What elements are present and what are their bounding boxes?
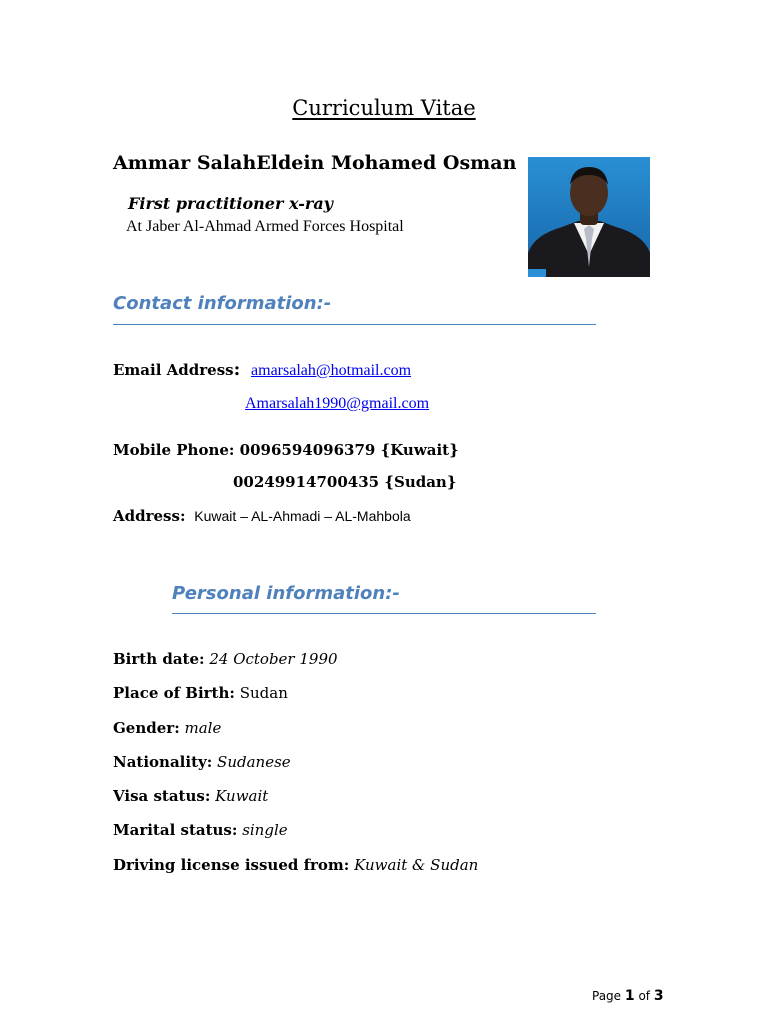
contact-heading-rule xyxy=(113,324,596,325)
page-footer xyxy=(592,988,664,1004)
phone-kuwait: 0096594096379 {Kuwait} xyxy=(239,441,459,459)
workplace: At Jaber Al-Ahmad Armed Forces Hospital xyxy=(126,218,404,235)
address-value: Kuwait – AL-Ahmadi – AL-Mahbola xyxy=(194,508,411,524)
marital-status-label: Marital status: xyxy=(113,821,238,839)
birth-date-value: 24 October 1990 xyxy=(209,650,338,668)
visa-status-row xyxy=(113,787,268,805)
address-label: Address: xyxy=(113,507,186,525)
phone-sudan: 00249914700435 {Sudan} xyxy=(233,473,457,491)
driving-license-row xyxy=(113,856,478,874)
gender-row xyxy=(113,719,221,737)
job-title: First practitioner x-ray xyxy=(128,194,333,213)
birth-place-value: Sudan xyxy=(239,684,288,702)
birth-place-label: Place of Birth: xyxy=(113,684,235,702)
document-title: Curriculum Vitae xyxy=(292,96,476,120)
visa-status-value: Kuwait xyxy=(215,787,269,805)
email-label: Email Address xyxy=(113,361,234,379)
total-page-count: 3 xyxy=(653,988,664,1004)
contact-section-heading: Contact information:- xyxy=(113,293,332,314)
nationality-value: Sudanese xyxy=(217,753,291,771)
page-word: Page xyxy=(592,989,622,1003)
gender-value: male xyxy=(184,719,222,737)
personal-section-heading: Personal information:- xyxy=(172,583,400,604)
driving-license-value: Kuwait & Sudan xyxy=(354,856,479,874)
birth-place-row xyxy=(113,684,288,702)
nationality-label: Nationality: xyxy=(113,753,213,771)
email-colon: : xyxy=(233,359,241,380)
email-row xyxy=(113,359,411,380)
nationality-row xyxy=(113,753,291,771)
email-link-primary[interactable]: amarsalah@hotmail.com xyxy=(251,362,412,379)
driving-license-label: Driving license issued from: xyxy=(113,856,350,874)
of-word: of xyxy=(638,989,651,1003)
visa-status-label: Visa status: xyxy=(113,787,211,805)
gender-label: Gender: xyxy=(113,719,180,737)
mobile-row xyxy=(113,441,459,459)
birth-date-label: Birth date: xyxy=(113,650,205,668)
email-link-secondary[interactable]: Amarsalah1990@gmail.com xyxy=(245,395,430,412)
birth-date-row xyxy=(113,650,338,668)
current-page-number: 1 xyxy=(624,988,635,1004)
marital-status-row xyxy=(113,821,288,839)
personal-heading-rule xyxy=(172,613,596,614)
profile-photo xyxy=(528,157,650,277)
candidate-name: Ammar SalahEldein Mohamed Osman xyxy=(113,152,517,174)
marital-status-value: single xyxy=(242,821,288,839)
address-row xyxy=(113,507,411,525)
mobile-label: Mobile Phone: xyxy=(113,441,235,459)
